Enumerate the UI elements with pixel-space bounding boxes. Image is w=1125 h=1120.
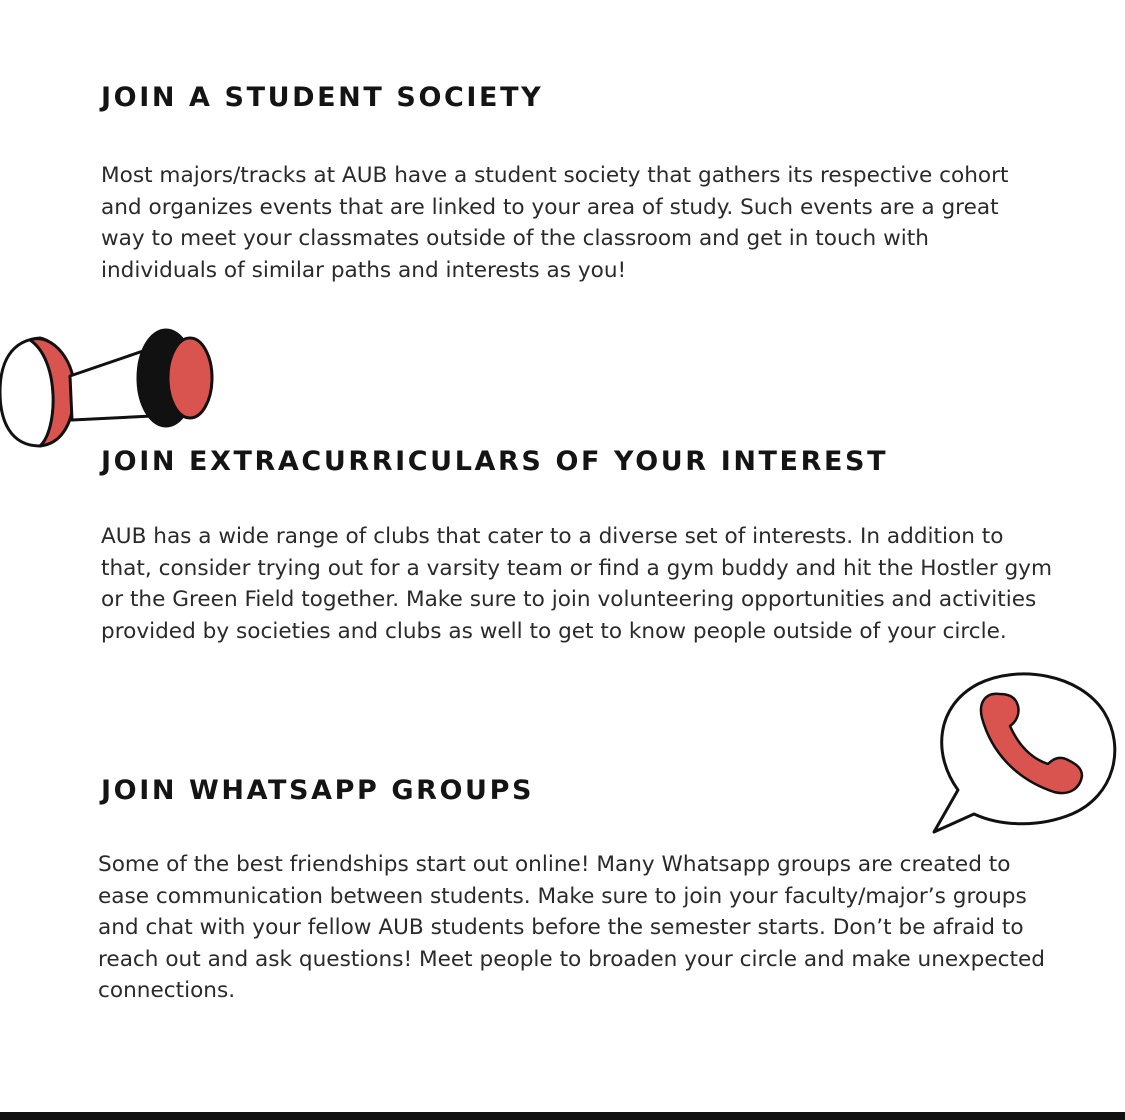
section-heading: JOIN EXTRACURRICULARS OF YOUR INTEREST bbox=[101, 446, 889, 477]
section-whatsapp-groups bbox=[98, 775, 1061, 1007]
section-heading: JOIN A STUDENT SOCIETY bbox=[101, 82, 544, 113]
section-extracurriculars bbox=[101, 446, 1061, 647]
bottom-divider bbox=[0, 1112, 1125, 1120]
section-body: AUB has a wide range of clubs that cater to a diverse set of interests. In addition to that, consider trying out for a varsity team or find a gym buddy and hit the Hostler gym or the Green Field together. Make sure to join volunteering opportunities and activities provided by societies and clubs as well to get to know people outside of your circle. bbox=[101, 524, 1052, 644]
dumbbell-icon bbox=[0, 320, 220, 450]
section-heading: JOIN WHATSAPP GROUPS bbox=[101, 775, 535, 806]
section-student-society bbox=[101, 82, 1041, 286]
section-body: Some of the best friendships start out online! Many Whatsapp groups are created to ease communication between students. Make sure to join your faculty/major’s groups and chat with your fellow AUB students before the semester starts. Don’t be afraid to reach out and ask questions! Meet people to broaden your circle and make unexpected connections. bbox=[98, 852, 1045, 1004]
section-body: Most majors/tracks at AUB have a student society that gathers its respective cohort and organizes events that are linked to your area of study. Such events are a great way to meet your classmates outside of the classroom and get in touch with individuals of similar paths and interests as you! bbox=[101, 163, 1009, 283]
